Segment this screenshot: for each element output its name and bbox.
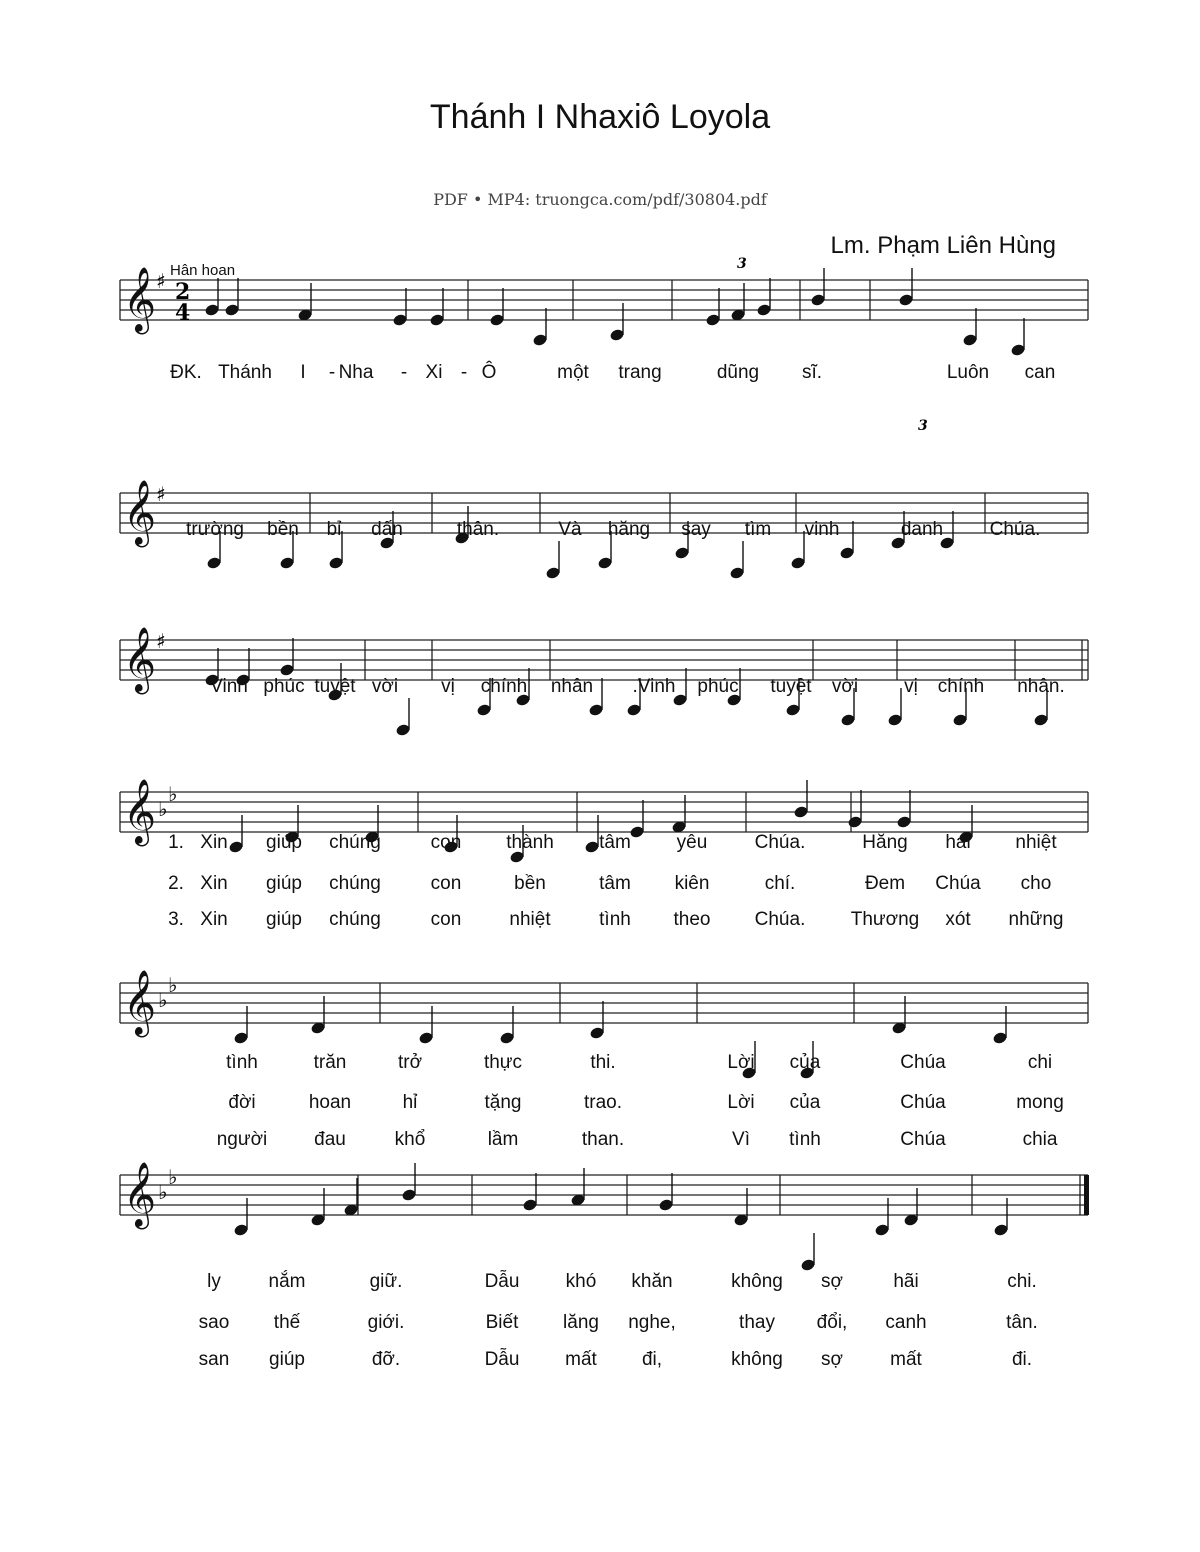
lyric-syllable: trao. [583, 1092, 623, 1113]
lyric-syllable: sao [198, 1312, 230, 1333]
lyric-syllable: Chúa [900, 1092, 946, 1113]
lyric-syllable: Đem [864, 873, 906, 894]
lyric-syllable: giúp [266, 873, 302, 894]
flat-icon: ♭ [158, 797, 168, 821]
lyric-syllable: Luôn [946, 362, 990, 383]
flat-icon: ♭ [158, 1180, 168, 1204]
lyric-syllable: người [216, 1129, 268, 1150]
lyric-syllable: kiên [674, 873, 710, 894]
lyric-syllable: lăng [563, 1312, 599, 1333]
lyric-syllable: tâm [599, 832, 631, 853]
tuplet-mark: 3 [918, 418, 928, 434]
lyric-syllable: giúp [266, 832, 302, 853]
lyric-syllable: không [731, 1271, 783, 1292]
lyric-syllable: Dẫu [484, 1349, 520, 1370]
lyric-syllable: nắm [268, 1271, 306, 1292]
lyric-syllable: Xin [200, 873, 228, 894]
lyric-syllable: chí. [764, 873, 796, 894]
time-signature-bottom: 4 [175, 300, 191, 326]
lyric-syllable: say [681, 519, 711, 540]
lyric-syllable: Biết [485, 1312, 519, 1333]
lyric-syllable: nghe, [628, 1312, 676, 1333]
lyric-syllable: con [430, 832, 462, 853]
final-barline [1084, 1175, 1089, 1215]
lyric-syllable: tìm [744, 519, 772, 540]
sharp-icon: ♯ [156, 269, 166, 293]
lyric-syllable: thành [506, 832, 554, 853]
lyric-syllable: khổ [394, 1129, 426, 1150]
treble-clef-icon: 𝄞 [123, 970, 157, 1035]
lyric-syllable: hãi [893, 1271, 919, 1292]
lyric-syllable: Vinh [210, 676, 248, 697]
lyric-syllable: danh [900, 519, 944, 540]
lyric-syllable: sợ [821, 1271, 843, 1292]
lyric-syllable: giới. [367, 1312, 405, 1333]
lyric-syllable: mất [565, 1349, 597, 1370]
lyric-syllable: những [1008, 909, 1064, 930]
verse-number: 3. [168, 909, 184, 930]
lyric-syllable: hoan [308, 1092, 352, 1113]
lyric-syllable: nhiệt [509, 909, 551, 930]
lyric-syllable: Thánh [218, 362, 272, 383]
lyric-syllable: dấn [371, 519, 403, 540]
lyric-syllable: phúc [697, 676, 739, 697]
lyric-syllable: Nha [338, 362, 374, 383]
treble-clef-icon: 𝄞 [123, 627, 157, 692]
lyric-syllable: trăn [313, 1052, 347, 1073]
lyric-syllable: thi. [590, 1052, 616, 1073]
lyric-syllable: ly [207, 1271, 221, 1292]
lyric-syllable: đi, [641, 1349, 663, 1370]
lyric-syllable: xót [945, 909, 971, 930]
lyric-syllable: ĐK. [170, 362, 202, 383]
composer-name: Lm. Phạm Liên Hùng [830, 232, 1056, 259]
lyric-syllable: cho [1020, 873, 1052, 894]
treble-clef-icon: 𝄞 [123, 480, 157, 545]
lyric-syllable: Dẫu [484, 1271, 520, 1292]
lyric-syllable: yêu [676, 832, 708, 853]
lyric-syllable: giúp [269, 1349, 305, 1370]
lyric-syllable: của [789, 1092, 821, 1113]
source-link[interactable]: PDF • MP4: truongca.com/pdf/30804.pdf [433, 190, 767, 209]
lyric-syllable: theo [673, 909, 711, 930]
verse-number: 1. [168, 832, 184, 853]
lyric-syllable: con [430, 909, 462, 930]
lyric-syllable: đời [228, 1092, 256, 1113]
lyric-syllable: vị [441, 676, 455, 697]
lyric-syllable: tuyệt [770, 676, 812, 697]
lyric-syllable: canh [885, 1312, 927, 1333]
treble-clef-icon: 𝄞 [123, 267, 157, 332]
lyric-syllable: Chúa [900, 1129, 946, 1150]
lyric-syllable: chia [1022, 1129, 1058, 1150]
lyric-syllable: Vì [732, 1129, 750, 1150]
flat-icon: ♭ [168, 782, 178, 806]
lyric-syllable: chính [937, 676, 985, 697]
lyric-syllable: - [400, 362, 408, 383]
lyric-syllable: mất [890, 1349, 922, 1370]
lyric-syllable: Chúa [935, 873, 981, 894]
treble-clef-icon: 𝄞 [123, 779, 157, 844]
lyric-syllable: hái [945, 832, 971, 853]
sharp-icon: ♯ [156, 482, 166, 506]
lyric-syllable: đau [314, 1129, 346, 1150]
lyric-syllable: Chúa. [754, 909, 806, 930]
lyric-syllable: khó [565, 1271, 597, 1292]
lyric-syllable: san [198, 1349, 230, 1370]
sharp-icon: ♯ [156, 629, 166, 653]
lyric-syllable: tình [789, 1129, 821, 1150]
lyric-syllable: chính [480, 676, 528, 697]
treble-clef-icon: 𝄞 [123, 1162, 157, 1227]
lyric-syllable: không [731, 1349, 783, 1370]
lyric-syllable: nhân [550, 676, 594, 697]
lyric-syllable: Và [558, 519, 582, 540]
verse-number: 2. [168, 873, 184, 894]
lyric-syllable: khăn [631, 1271, 673, 1292]
lyric-syllable: - [460, 362, 468, 383]
lyric-syllable: vời [831, 676, 859, 697]
lyric-syllable: của [789, 1052, 821, 1073]
lyric-syllable: bền [514, 873, 546, 894]
lyric-syllable: tuyệt [314, 676, 356, 697]
lyric-syllable: sĩ. [801, 362, 823, 383]
lyric-syllable: vời [371, 676, 399, 697]
lyric-syllable: con [430, 873, 462, 894]
lyric-syllable: bỉ [326, 519, 342, 540]
lyric-syllable: tân. [1006, 1312, 1038, 1333]
lyric-syllable: Lời [727, 1052, 755, 1073]
lyric-syllable: - [328, 362, 336, 383]
lyric-syllable: vinh [804, 519, 840, 540]
lyric-syllable: Xin [200, 832, 228, 853]
lyric-syllable: trường [186, 519, 244, 540]
lyric-syllable: một [557, 362, 589, 383]
lyric-syllable: tình [226, 1052, 258, 1073]
lyric-syllable: thực [483, 1052, 523, 1073]
lyric-syllable: thay [739, 1312, 775, 1333]
lyric-syllable: can [1024, 362, 1056, 383]
lyric-syllable: Xi [425, 362, 443, 383]
lyric-syllable: chúng [329, 909, 381, 930]
lyric-syllable: sợ [821, 1349, 843, 1370]
lyric-syllable: giúp [266, 909, 302, 930]
lyric-syllable: Thương [850, 909, 920, 930]
flat-icon: ♭ [158, 988, 168, 1012]
lyric-syllable: Xin [200, 909, 228, 930]
lyric-syllable: chi [1027, 1052, 1053, 1073]
song-title: Thánh I Nhaxiô Loyola [429, 98, 771, 136]
lyric-syllable: Chúa. [754, 832, 806, 853]
flat-icon: ♭ [168, 973, 178, 997]
lyric-syllable: chúng [329, 873, 381, 894]
lyric-syllable: I [300, 362, 306, 383]
lyric-syllable: Ô [481, 362, 497, 383]
lyric-syllable: trang [618, 362, 662, 383]
lyric-syllable: hỉ [402, 1092, 418, 1113]
lyric-syllable: thân. [456, 519, 500, 540]
lyric-syllable: bền [267, 519, 299, 540]
lyric-syllable: vị [904, 676, 918, 697]
time-signature-top: 2 [175, 279, 191, 305]
lyric-syllable: lầm [487, 1129, 519, 1150]
flat-icon: ♭ [168, 1165, 178, 1189]
lyric-syllable: chi. [1007, 1271, 1037, 1292]
lyric-syllable: mong [1016, 1092, 1064, 1113]
lyric-syllable: phúc [263, 676, 305, 697]
lyric-syllable: tình [599, 909, 631, 930]
tempo-marking: Hân hoan [170, 262, 236, 279]
lyric-syllable: đổi, [816, 1312, 848, 1333]
lyric-syllable: hăng [607, 519, 651, 540]
lyric-syllable: nhân. [1017, 676, 1065, 697]
lyric-syllable: đi. [1011, 1349, 1033, 1370]
lyric-syllable: Chúa [900, 1052, 946, 1073]
lyric-syllable: Hăng [862, 832, 908, 853]
lyric-syllable: Chúa. [989, 519, 1041, 540]
lyric-syllable: thế [273, 1312, 301, 1333]
lyric-syllable: đỡ. [371, 1349, 401, 1370]
lyric-syllable: than. [581, 1129, 625, 1150]
lyric-syllable: tâm [599, 873, 631, 894]
lyric-syllable: dũng [716, 362, 760, 383]
lyric-syllable: .Vinh [632, 676, 676, 697]
lyric-syllable: Lời [727, 1092, 755, 1113]
lyric-syllable: tặng [484, 1092, 522, 1113]
lyric-syllable: trở [397, 1052, 423, 1073]
lyric-syllable: nhiệt [1015, 832, 1057, 853]
lyric-syllable: giữ. [369, 1271, 403, 1292]
lyric-syllable: chúng [329, 832, 381, 853]
tuplet-mark: 3 [737, 256, 747, 272]
